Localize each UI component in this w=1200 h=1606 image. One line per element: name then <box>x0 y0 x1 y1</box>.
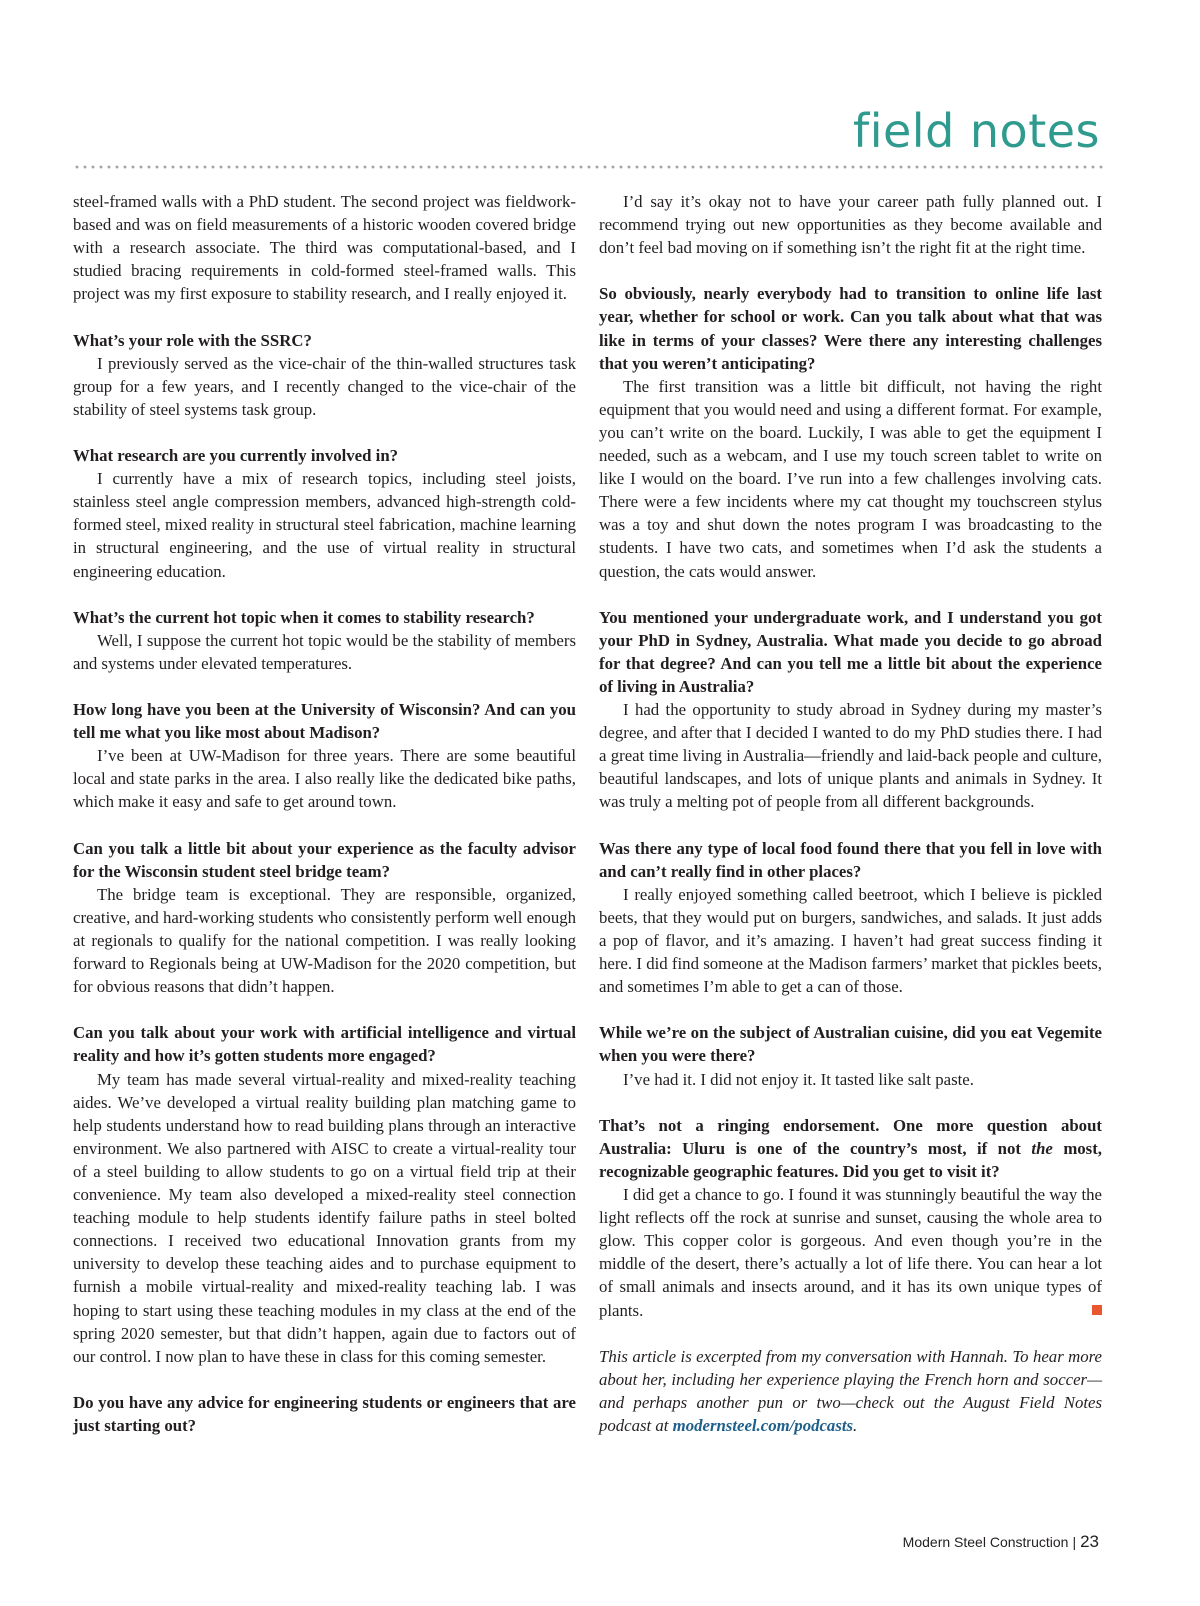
page-footer <box>903 1532 1099 1552</box>
note-end: . <box>853 1415 858 1435</box>
article-note <box>599 1345 1102 1437</box>
spacer <box>599 998 1102 1021</box>
publication-name: Modern Steel Construction <box>902 1534 1069 1550</box>
answer-paragraph: The first transition was a little bit difficult, not having the right equipment that you would need and using a different format. For example, you can’t write on the board. Luckily, I was able to get the equipment I needed, such as a webcam, and I use my touch screen tablet to write on like I would on the board. I’ve run into a few challenges involving cats. There were a few incidents where my cat thought my touchscreen stylus was a toy and shut down the notes program I was broadcasting to the students. I have two cats, and sometimes when I’d ask the students a question, the cats would answer. <box>599 376 1102 581</box>
intro-paragraph: steel-framed walls with a PhD student. The second project was fieldwork-based and was on field measurements of a historic wooden covered bridge with a research associate. The third was computational-based, and I studied bracing requirements in cold-formed steel-framed walls. This project was my first exposure to stability research, and I really enjoyed it. <box>73 192 576 304</box>
answer-paragraph: The bridge team is exceptional. They are responsible, organized, creative, and hard-working students who consistently perform well enough at regionals to qualify for the national competition. I was really looking forward to Regionals being at UW-Madison for the 2020 competition, but for obvious reasons that didn’t happen. <box>73 884 576 997</box>
answer-paragraph <box>599 1183 1102 1322</box>
question-heading: How long have you been at the University of Wisconsin? And can you tell me what you like most about Madison? <box>73 700 576 743</box>
spacer <box>599 259 1102 282</box>
question-heading: Can you talk about your work with artificial intelligence and virtual reality and how it’s gotten students more engaged? <box>73 1023 576 1066</box>
answer-paragraph: I previously served as the vice-chair of the thin-walled structures task group for a few years, and I recently changed to the vice-chair of the stability of steel systems task group. <box>73 353 576 419</box>
dotted-divider <box>73 165 1104 169</box>
answer-paragraph: I’d say it’s okay not to have your career path fully planned out. I recommend trying out new opportunities as they become available and don’t feel bad moving on if something isn’t the right fit at the right time. <box>599 192 1102 258</box>
spacer <box>73 583 576 606</box>
question-text: That’s not a ringing endorsement. One more question about Australia: Uluru is one of the country’s most, if not <box>599 1115 1102 1158</box>
answer-paragraph: I really enjoyed something called beetroot, which I believe is pickled beets, that they would put on burgers, sandwiches, and salads. It just adds a pop of flavor, and it’s amazing. I haven’t had great success finding it here. I did find someone at the Madison farmers’ market that pickles beets, and sometimes I’m able to get a can of those. <box>599 884 1102 997</box>
answer-paragraph: My team has made several virtual-reality and mixed-reality teaching aides. We’ve developed a virtual reality building plan matching game to help students understand how to read building plans through an interactive environment. We also partnered with AISC to create a virtual-reality tour of a steel building to allow students to go on a virtual field trip at their convenience. My team also developed a mixed-reality steel connection teaching module to help students identify failure paths in steel bolted connections. I received two educational Innovation grants from my university to develop these teaching aides and to purchase equipment to furnish a mobile virtual-reality and mixed-reality teaching lab. I was hoping to start using these teaching modules in my class at the end of the spring 2020 semester, but that didn’t happen, again due to factors out of our control. I now plan to have these in class for this coming semester. <box>73 1069 576 1366</box>
left-column <box>73 190 576 1437</box>
spacer <box>73 814 576 837</box>
note-text: This article is excerpted from my conversation with Hannah. To hear more about her, including her experience playing the French horn and soccer—and perhaps another pun or two—check out the August Field Notes podcast at <box>599 1346 1102 1435</box>
question-heading: Do you have any advice for engineering students or engineers that are just starting out? <box>73 1392 576 1435</box>
end-of-article-mark <box>1092 1305 1102 1315</box>
spacer <box>599 814 1102 837</box>
footer-separator: | <box>1072 1534 1077 1550</box>
emphasis-text: the <box>1031 1138 1053 1158</box>
question-text: most, recognizable geographic features. Did you get to visit it? <box>599 1138 1102 1181</box>
section-title: field notes <box>853 104 1100 158</box>
question-heading <box>599 1114 1102 1183</box>
answer-paragraph: I had the opportunity to study abroad in Sydney during my master’s degree, and after that I decided I wanted to do my PhD studies there. I had a great time living in Australia—friendly and laid-back people and culture, beautiful landscapes, and lots of unique plants and animals in Sydney. It was truly a melting pot of people from all different backgrounds. <box>599 700 1102 812</box>
spacer <box>599 1091 1102 1114</box>
page-number: 23 <box>1080 1532 1099 1551</box>
question-heading: While we’re on the subject of Australian cuisine, did you eat Vegemite when you were there? <box>599 1023 1102 1066</box>
question-heading: So obviously, nearly everybody had to transition to online life last year, whether for school or work. Can you talk about what that was like in terms of your classes? Were there any interesting challenges that you weren’t anticipating? <box>599 284 1102 373</box>
answer-paragraph: I’ve been at UW-Madison for three years. There are some beautiful local and state parks in the area. I also really like the dedicated bike paths, which make it easy and safe to get around town. <box>73 746 576 812</box>
spacer <box>73 1368 576 1391</box>
question-heading: What’s your role with the SSRC? <box>73 330 312 350</box>
answer-paragraph: I’ve had it. I did not enjoy it. It tasted like salt paste. <box>623 1069 974 1089</box>
podcast-link[interactable]: modernsteel.com/podcasts <box>672 1415 854 1435</box>
answer-paragraph: Well, I suppose the current hot topic would be the stability of members and systems under elevated temperatures. <box>73 630 576 673</box>
question-heading: You mentioned your undergraduate work, and I understand you got your PhD in Sydney, Australia. What made you decide to go abroad for that degree? And can you tell me a little bit about the experience of living in Australia? <box>599 607 1102 696</box>
answer-paragraph: I currently have a mix of research topics, including steel joists, stainless steel angle compression members, advanced high-strength cold-formed steel, mixed reality in structural steel fabrication, machine learning in structural engineering, and the use of virtual reality in structural engineering education. <box>73 469 576 581</box>
right-column <box>599 190 1102 1437</box>
question-heading: Was there any type of local food found there that you fell in love with and can’t really find in other places? <box>599 838 1102 881</box>
spacer <box>73 675 576 698</box>
spacer <box>73 998 576 1021</box>
spacer <box>599 583 1102 606</box>
question-heading: What research are you currently involved in? <box>73 446 399 466</box>
question-heading: Can you talk a little bit about your experience as the faculty advisor for the Wisconsin student steel bridge team? <box>73 838 576 881</box>
answer-text: I did get a chance to go. I found it was stunningly beautiful the way the light reflects off the rock at sunrise and sunset, causing the whole area to glow. This copper color is gorgeous. And even though you’re in the middle of the desert, there’s actually a lot of life there. You can hear a lot of small animals and insects around, and it has its own unique types of plants. <box>599 1185 1102 1320</box>
question-heading: What’s the current hot topic when it comes to stability research? <box>73 607 535 627</box>
spacer <box>73 421 576 444</box>
spacer <box>599 1322 1102 1345</box>
spacer <box>73 305 576 328</box>
